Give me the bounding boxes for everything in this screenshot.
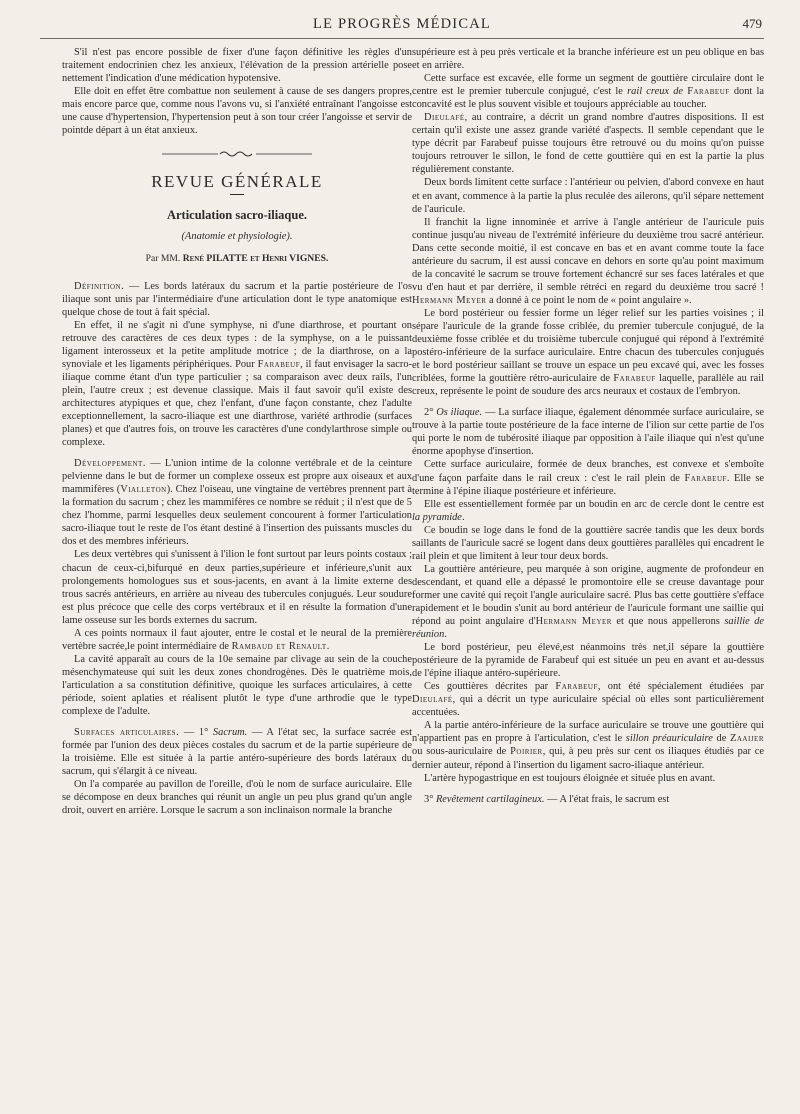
right-column xyxy=(412,46,764,806)
ilium-paragraph-8: A la partie antéro-inférieure de la surface auriculaire se trouve une gouttière qui n'appartient pas en propre à l'articulation, c'est le sillon préauriculaire de Zaaijer ou sous-auriculaire de Poirier, qui, à peu près sur cent os iliaques étudiés par ce dernier auteur, répond à l'insertion du ligament sacro-iliaque antérieur. xyxy=(412,720,764,771)
ilium-paragraph-2: Cette surface auriculaire, formée de deux branches, est convexe et s'emboîte d'une façon parfaite dans le rail creux : c'est le rail plein de Farabeuf. Elle se termine à l'épine iliaque postérieure et inférieure. xyxy=(412,459,764,497)
authors: René PILATTE et Henri VIGNES. xyxy=(182,253,329,265)
right-paragraph-2: Cette surface est excavée, elle forme un segment de gouttière circulaire dont le centre est le premier tubercule conjugué, c'est le rail creux de Farabeuf dont la concavité est le plus souvent visible et toujours appréciable au toucher. xyxy=(412,73,764,111)
section-title: REVUE GÉNÉRALE xyxy=(151,172,323,192)
ilium-paragraph: 2° Os iliaque. — La surface iliaque, également dénommée surface auriculaire, se trouve à la partie toute postérieure de la face interne de l'ilion sur cette partie de l'os qui porte le nom de tubérosité iliaque par opposition à l'aile iliaque qui n'est qu'une énorme apophyse d'insertion. xyxy=(412,407,765,458)
development-paragraph: Développement. — L'union intime de la colonne vertébrale et de la ceinture pelvienne dans le but de former un complexe osseux est propre aux oiseaux et aux mammifères (Vialleton). Chez l'oiseau, une vingtaine de vertèbres prennent part à la formation du sacrum ; chez les mammifères ce nombre se réduit ; il n'est que de 5 chez l'homme, parmi lesquelles deux seulement concourent à former l'articulation sacro-iliaque tout le reste de l'os étant destiné à l'insertion des puissants muscles du dos et des membres inférieurs. xyxy=(62,458,413,548)
intro-paragraph-2: Elle doit en effet être combattue non seulement à cause de ses dangers propres, mais encore parce que, comme nous l'avons vu, si l'anxiété entraînant l'angoisse est une cause d'hypertension, l'hypertension peut à son tour créer l'angoisse et servir de pointde départ à un état anxieux. xyxy=(62,86,412,137)
development-paragraph-3: A ces points normaux il faut ajouter, entre le costal et le neural de la première vertèbre sacrée,le point intermédiaire de Rambaud et Renault. xyxy=(62,627,412,652)
surfaces-paragraph: Surfaces articulaires. — 1° Sacrum. — A l'état sec, la surface sacrée est formée par l'union des deux pièces costales du sacrum et de la partie supérieure de la troisième. Elle est située à la partie antéro-supérieure des bords latéraux du sacrum, qui s'élargit à ce niveau. xyxy=(62,727,412,778)
cartilage-heading: Revêtement cartilagineux. xyxy=(435,793,545,805)
surfaces-paragraph-2: On l'a comparée au pavillon de l'oreille, d'où le nom de surface auriculaire. Elle se décompose en deux branches qui réunit un angle un peu plus grand qu'un angle droit, ouvert en arrière. Lorsque le sacrum a son inclinaison normale la branche xyxy=(62,779,412,817)
ilium-paragraph-7: Ces gouttières décrites par Farabeuf, ont été spécialement étudiées par Dieulafé, qui a décrit un type auriculaire spécial où elles sont particulièrement accentuées. xyxy=(412,681,764,719)
left-column xyxy=(62,46,412,817)
title-dash xyxy=(230,194,244,195)
byline xyxy=(62,252,412,265)
cartilage-paragraph: 3° Revêtement cartilagineux. — A l'état frais, le sacrum est xyxy=(424,793,670,805)
development-paragraph-2: Les deux vertèbres qui s'unissent à l'ilion le font surtout par leurs points costaux ; chacun de ceux-ci,bifurqué en deux parties,supérieure et inférieure,s'unit aux prolongements homologues sus et sous-jacents, en avant à la limite externe des trous sacrés antérieurs, en arrière au niveau des tubercules conjugués. Leur soudure est plus précoce que celle des corps vertébraux et il en résulte la formation d'une lame osseuse sur les bords externes du sacrum. xyxy=(62,549,412,626)
page-number: 479 xyxy=(742,16,762,31)
section-ornament xyxy=(62,149,412,159)
right-paragraph-3: Dieulafé, au contraire, a décrit un grand nombre d'autres dispositions. Il est certain qu'il existe une assez grande variété d'aspects. Il semble cependant que le type décrit par Farabeuf puisse toujours être retrouvé ou du moins qu'on puisse toujours retrouver le sillon, le fond de cette gouttière qui en est la partie la plus régulièrement constante. xyxy=(412,112,764,176)
right-paragraph-6: Le bord postérieur ou fessier forme un léger relief sur les parties voisines ; il sépare l'auricule de la grande fosse criblée, du premier tubercule conjugué, de la deuxième fosse criblée et du troisième tubercule conjugué qui répond à l'extrémité postéro-inférieure de la surface auriculaire. Entre chacun des tubercules conjugués et le bord postérieur saillant se trouve un espace un peu excavé qui, avec les fosses criblées, forme la gouttière rétro-auriculaire de Farabeuf laquelle, parallèle au rail creux, représente le point de soudure des arcs neuraux et costaux de l'embryon. xyxy=(412,307,764,398)
right-paragraph-4: Deux bords limitent cette surface : l'antérieur ou pelvien, d'abord convexe en haut et en avant, commence à la partie la plus reculée des ailerons, qu'il sépare nettement de l'auricule. xyxy=(412,177,764,215)
development-heading: Développement. xyxy=(74,458,146,470)
definition-heading: Définition. xyxy=(74,280,125,292)
ilium-paragraph-6: Le bord postérieur, peu élevé,est néanmoins très net,il sépare la gouttière postérieure de la pyramide de Farabeuf qui est située un peu en avant et au-dessus de l'épine iliaque antéro-supérieure. xyxy=(412,642,764,680)
ilium-heading: Os iliaque. xyxy=(436,407,483,419)
ilium-paragraph-4: Ce boudin se loge dans le fond de la gouttière sacrée tandis que les deux bords saillants de l'auricule sacré se logent dans deux gouttières parallèles qui encadrent le rail plein et que limitent à leur tour deux bords. xyxy=(412,524,764,562)
running-title: LE PROGRÈS MÉDICAL xyxy=(313,16,491,32)
ilium-paragraph-9: L'artère hypogastrique en est toujours éloignée et située plus en avant. xyxy=(424,772,716,784)
definition-paragraph: Définition. — Les bords latéraux du sacrum et la partie postérieure de l'os iliaque sont unis par l'intermédiaire d'une articulation dont le type anatomique est quelque chose de tout à fait spécial. xyxy=(62,280,412,318)
right-paragraph-5: Il franchit la ligne innominée et arrive à l'angle antérieur de l'auricule puis continue jusqu'au niveau de l'extrémité inférieure du deuxième trou sacré antérieur. Dans cette seconde moitié, il est concave en bas et en avant comme toute la face antérieure du sacrum, il est aussi concave en dehors en sorte qu'au point maximum de la concavité le sacrum se trouve fortement échancré sur ses faces latérales et que vu d'en haut et par derrière, il semble rétréci en regard du deuxième trou sacré ! Hermann Meyer a donné à ce point le nom de « point angulaire ». xyxy=(412,216,764,306)
byline-prefix: Par MM. xyxy=(145,253,181,265)
ilium-paragraph-5: La gouttière antérieure, peu marquée à son origine, augmente de profondeur en descendant, et quand elle a dépassé le promontoire elle se creuse davantage pour former une cavité qui reçoit l'angle auriculaire sacré. Plus bas cette gouttière s'efface rapidement et le boudin s'unit au bord antérieur de l'auricule formant une saillie qui répond au point angulaire d'Hermann Meyer et que nous appellerons saillie de réunion. xyxy=(412,563,765,641)
definition-paragraph-2: En effet, il ne s'agit ni d'une symphyse, ni d'une diarthrose, et pourtant on retrouve des caractères de ces deux types : de la symphyse, on a le puissant ligament interosseux et la petite amplitude motrice ; de la diarthrose, on a la synoviale et les ligaments périphériques. Pour Farabeuf, il faut envisager la sacro-iliaque comme étant d'un type particulier ; sa comparaison avec deux rails, l'un plein, l'autre creux ; est devenue classique. Mais il faut savoir qu'il existe des architectures atypiques et que, chez l'enfant, d'une façon constante, chez l'adulte exceptionnellement, la sacro-iliaque est une diarthrose, variété arthrodie (surfaces planes) et que d'autres fois, on trouve les caractères d'une condylarthrose simple ou complexe. xyxy=(62,319,412,449)
intro-paragraph-1: S'il n'est pas encore possible de fixer d'une façon définitive les règles d'un traitement endocrinien chez les anxieux, l'élévation de la pression artérielle pose nettement l'indication d'une médication hypotensive. xyxy=(62,47,412,85)
development-paragraph-4: La cavité apparaît au cours de la 10e semaine par clivage au sein de la couche mésenchymateuse qui suit les deux zones chondrogènes. Dès le quatrième mois, l'articulation a sa constitution définitive, quoique les surfaces articulaires, à cette période, soient aplaties et réalisent plutôt le type d'une arthrodie que le type complexe de l'adulte. xyxy=(62,653,412,718)
article-subtitle: (Anatomie et physiologie). xyxy=(181,231,293,243)
surfaces-heading: Surfaces articulaires. xyxy=(74,727,180,739)
right-paragraph-1: supérieure est à peu près verticale et la branche inférieure est un peu oblique en bas et en arrière. xyxy=(412,47,764,72)
article-title: Articulation sacro-iliaque. xyxy=(166,208,308,223)
running-head xyxy=(40,14,764,39)
ilium-paragraph-3: Elle est essentiellement formée par un boudin en arc de cercle dont le centre est la pyramide. xyxy=(412,498,764,523)
